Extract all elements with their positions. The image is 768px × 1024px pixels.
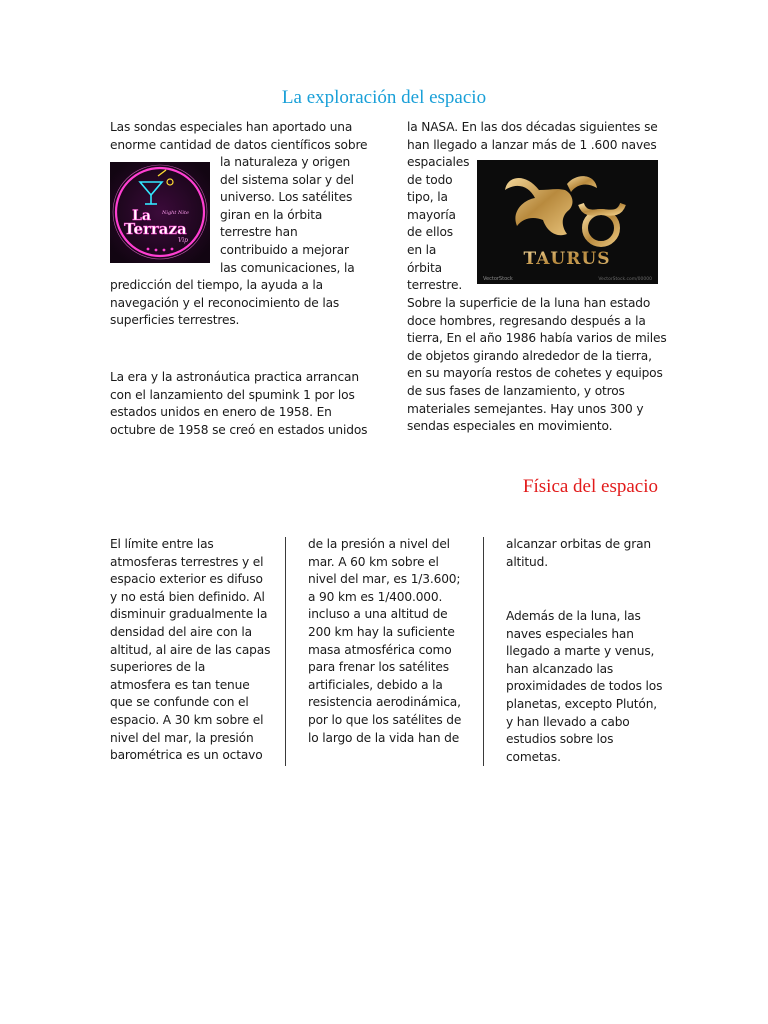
text-line: mayoría — [407, 207, 456, 222]
text-line: la NASA. En las dos décadas siguientes se — [407, 120, 658, 134]
text-line: doce hombres, regresando después a la — [407, 313, 646, 328]
text-line: enorme cantidad de datos científicos sobre — [110, 137, 368, 152]
text-line: espacio. A 30 km sobre el — [110, 712, 264, 727]
col2-wrap — [407, 154, 469, 295]
logo1-brand-line2: Terraza — [124, 220, 187, 238]
text-line: 200 km hay la suficiente — [308, 624, 455, 639]
text-line: navegación y el reconocimiento de las — [110, 295, 340, 310]
col2-bottom — [407, 295, 667, 436]
text-line: espacio exterior es difuso — [110, 572, 263, 587]
text-line: Además de la luna, las — [506, 609, 641, 623]
text-line: cometas. — [506, 749, 561, 764]
text-line: para frenar los satélites — [308, 660, 449, 675]
s2-column2 — [308, 536, 461, 747]
text-line: han llegado a lanzar más de 1 .600 naves — [407, 137, 657, 152]
col2-top — [407, 119, 658, 154]
text-line: la naturaleza y origen — [220, 155, 351, 169]
text-line: superiores de la — [110, 660, 206, 675]
text-line: atmosfera es tan tenue — [110, 677, 250, 692]
s2-column1 — [110, 536, 270, 765]
text-line: estados unidos en enero de 1958. En — [110, 405, 332, 420]
text-line: tierra, En el año 1986 había varios de miles — [407, 331, 667, 346]
text-line: disminuir gradualmente la — [110, 607, 268, 622]
column-divider-2 — [483, 537, 484, 766]
text-line: La era y la astronáutica practica arrancan — [110, 370, 359, 384]
text-line: y no está bien definido. Al — [110, 589, 265, 604]
text-line: naves especiales han — [506, 626, 634, 641]
text-line: han alcanzado las — [506, 661, 614, 676]
text-line: octubre de 1958 se creó en estados unidos — [110, 422, 368, 437]
la-terraza-logo-image — [110, 162, 210, 263]
col1-paragraph1-top — [110, 119, 367, 154]
text-line: proximidades de todos los — [506, 679, 663, 694]
s2-column3-part2 — [506, 608, 662, 766]
text-line: planetas, excepto Plutón, — [506, 696, 658, 711]
text-line: de todo — [407, 172, 453, 187]
text-line: de la presión a nivel del — [308, 537, 450, 551]
text-line: Las sondas especiales han aportado una — [110, 120, 353, 134]
text-line: con el lanzamiento del spumink 1 por los — [110, 387, 355, 402]
text-line: nivel del mar, la presión — [110, 730, 254, 745]
text-line: del sistema solar y del — [220, 172, 354, 187]
text-line: órbita — [407, 260, 442, 275]
text-line: El límite entre las — [110, 537, 214, 551]
logo2-brand: TAURUS — [523, 249, 611, 269]
column-divider-1 — [285, 537, 286, 766]
text-line: resistencia aerodinámica, — [308, 695, 461, 710]
section2-title: Física del espacio — [522, 476, 658, 497]
text-line: a 90 km es 1/400.000. — [308, 589, 443, 604]
text-line: incluso a una altitud de — [308, 607, 448, 622]
text-line: las comunicaciones, la — [220, 260, 355, 275]
text-line: en la — [407, 242, 437, 257]
text-line: alcanzar orbitas de gran — [506, 537, 652, 551]
logo2-credit-left: VectorStock — [483, 276, 513, 282]
text-line: universo. Los satélites — [220, 190, 353, 205]
text-line: estudios sobre los — [506, 732, 614, 747]
text-line: densidad del aire con la — [110, 624, 252, 639]
text-line: tipo, la — [407, 190, 448, 205]
col1-paragraph1-wrap — [220, 154, 355, 277]
text-line: de ellos — [407, 225, 453, 240]
text-line: espaciales — [407, 155, 470, 169]
s2-column3-part1 — [506, 536, 651, 571]
text-line: masa atmosférica como — [308, 642, 452, 657]
col1-paragraph1-bottom — [110, 277, 339, 330]
text-line: que se confunde con el — [110, 695, 249, 710]
page-title: La exploración del espacio — [281, 87, 487, 108]
text-line: terrestre han — [220, 225, 298, 240]
logo1-brand-line1: La — [132, 208, 151, 224]
logo1-tag: Vip — [178, 237, 188, 244]
text-line: y han llevado a cabo — [506, 714, 630, 729]
text-line: contribuido a mejorar — [220, 242, 349, 257]
text-line: altitud, al aire de las capas — [110, 642, 271, 657]
logo2-credit-right: VectorStock.com/00000 — [598, 277, 652, 282]
text-line: nivel del mar, es 1/3.600; — [308, 572, 461, 587]
text-line: por lo que los satélites de — [308, 712, 462, 727]
text-line: artificiales, debido a la — [308, 677, 443, 692]
text-line: giran en la órbita — [220, 207, 323, 222]
text-line: superficies terrestres. — [110, 313, 240, 328]
text-line: lo largo de la vida han de — [308, 730, 460, 745]
text-line: altitud. — [506, 554, 548, 569]
col1-paragraph2 — [110, 369, 367, 439]
text-line: sendas especiales en movimiento. — [407, 419, 613, 434]
text-line: barométrica es un octavo — [110, 748, 263, 763]
text-line: atmosferas terrestres y el — [110, 554, 264, 569]
text-line: de sus fases de lanzamiento, y otros — [407, 383, 625, 398]
logo1-script-text: Night Nite — [162, 210, 189, 216]
text-line: de objetos girando alrededor de la tierra, — [407, 348, 652, 363]
text-line: mar. A 60 km sobre el — [308, 554, 439, 569]
text-line: llegado a marte y venus, — [506, 644, 655, 659]
text-line: terrestre. — [407, 278, 463, 293]
text-line: Sobre la superficie de la luna han estado — [407, 296, 651, 310]
text-line: en su mayoría restos de cohetes y equipos — [407, 366, 663, 381]
text-line: materiales semejantes. Hay unos 300 y — [407, 401, 644, 416]
taurus-logo-image — [477, 160, 658, 284]
text-line: predicción del tiempo, la ayuda a la — [110, 278, 323, 292]
